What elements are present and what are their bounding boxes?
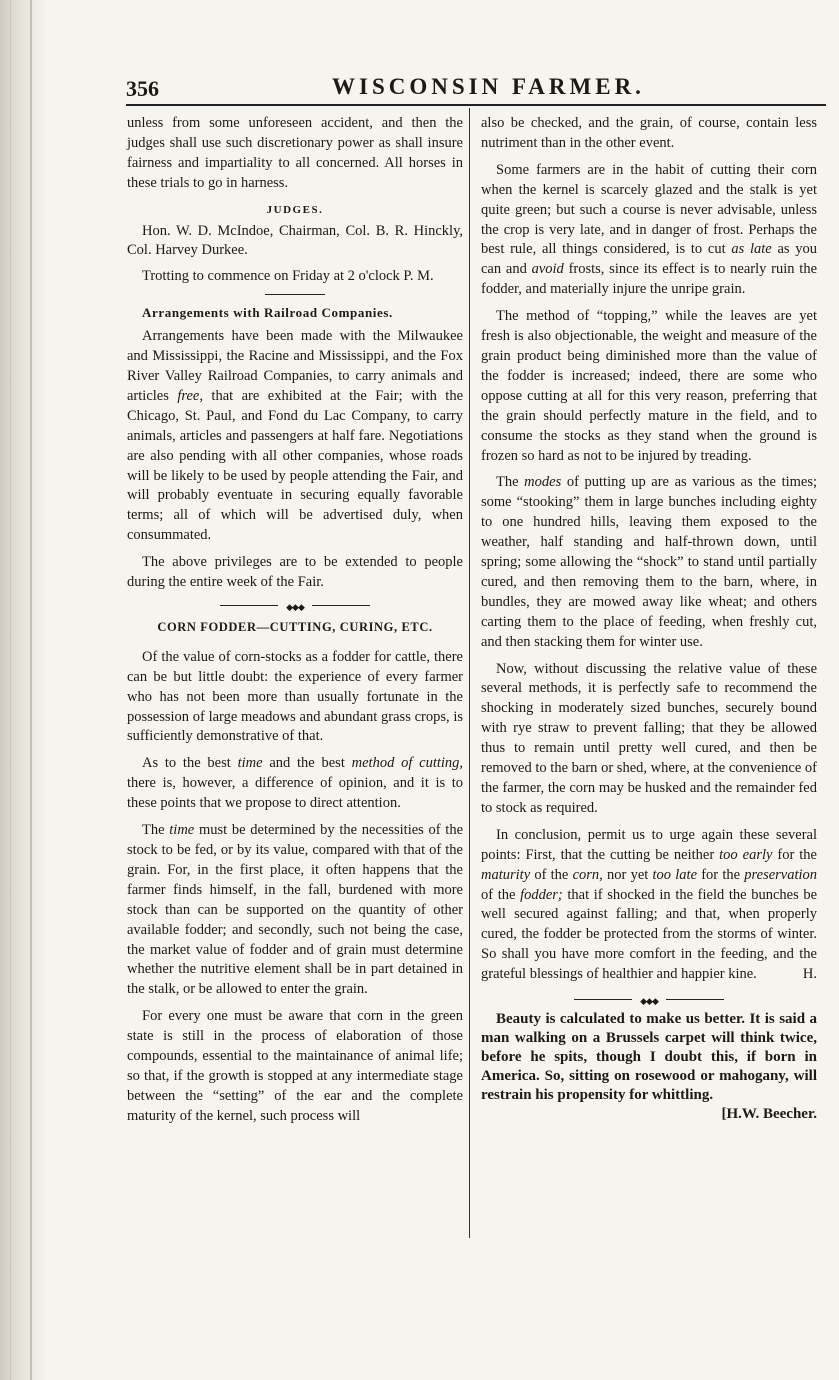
ornamental-divider-2: ◆◆◆ <box>574 994 724 1006</box>
modes-paragraph: The modes of putting up are as various as the times; some “stooking” them in large bunches including eighty to one hundred hills, leaving them exposed to the weather, half standing and half-thrown down, until spring; some allowing the “shock” to stand until partially cured, and then removing them to the barn, where, in bundles, they are mowed away like wheat; and others carting them to the place of feeding, when freshly cut, and then stacking them for winter use. <box>481 474 818 650</box>
judges-heading: JUDGES. <box>266 203 324 216</box>
intro-paragraph: unless from some unforeseen accident, and then the judges shall use such discretionary power as shall insure fairness and impartiality to all concerned. All horses in these trials to go in harness. <box>127 115 463 191</box>
running-head-title: WISCONSIN FARMER. <box>332 74 645 99</box>
railroad-paragraph-1: Arrangements have been made with the Milwaukee and Mississippi, the Racine and Mississippi, and the Fox River Valley Railroad Companies, to carry animals and articles free, that are exhibited at the Fair; with the Chicago, St. Paul, and Fond du Lac Company, to carry animals, articles and passengers at half fare. Negotiations are also pending with all other companies, whose roads will be likely to be used by people attending the Fair, and will probably eventuate in securing equally favorable terms; all of which will be advertised duly, when consummated. <box>127 328 464 544</box>
right-column <box>481 114 817 1124</box>
left-column <box>127 114 463 1134</box>
ornamental-divider: ◆◆◆ <box>220 600 370 612</box>
continued-paragraph: also be checked, and the grain, of course, contain less nutriment than in the other event. <box>481 115 817 151</box>
article-title: CORN FODDER—CUTTING, CURING, ETC. <box>157 619 433 634</box>
shocking-paragraph: Now, without discussing the relative value of these several methods, it is perfectly safe to recommend the shocking in moderately sized bunches, securely bound with rye straw to prevent falling; that they be allowed thus to remain until pretty well cured, and then be removed to the barn or shed, where, at the convenience of the farmer, the corn may be husked and the remainder fed to stock as required. <box>481 660 817 816</box>
cutting-paragraph: Some farmers are in the habit of cutting their corn when the kernel is scarcely glazed and the stalk is yet quite green; but such a course is never advisable, unless the crop is very late, and in danger of frost. Perhaps the best rule, all things considered, is to cut as late as you can and avoid frosts, since its effect is to nearly ruin the fodder, and materially injure the unripe grain. <box>481 161 818 298</box>
column-divider <box>469 108 470 1238</box>
page-binding-edge <box>0 0 46 1380</box>
railroad-paragraph-2: The above privileges are to be extended to people during the entire week of the Fair. <box>127 554 463 591</box>
conclusion-paragraph: In conclusion, permit us to urge again these several points: First, that the cutting be neither too early for the maturity of the corn, nor yet too late for the preservation of the fodder; that if shocked in the field the bunches be well secured against falling; and that, when properly cured, the fodder be protected from the storms of winter. So shall you have more comfort in the feeding, and the grateful blessings of healthier and happier kine. H. <box>481 826 817 985</box>
corn-paragraph-3: The time must be determined by the necessities of the stock to be fed, or by its value, compared with that of the grain. For, in the first place, it often happens that the farmer finds himself, in the fall, burdened with more stock than can be supported on the quantity of other available fodder; and secondly, such not being the case, the market value of fodder and of grain must determine whether the nutritive element shall be in part detained in the stalk, or be allowed to enter the grain. <box>127 822 464 998</box>
page-header <box>126 74 826 104</box>
section-rule <box>265 294 325 295</box>
railroad-section-title: Arrangements with Railroad Companies. <box>142 305 393 321</box>
beecher-quote: Beauty is calculated to make us better. It is said a man walking on a Brussels carpet will think twice, before he spits, though I doubt this, if born in America. So, sitting on rosewood or mahogany, will restrain his propensity for whittling. [H.W. Beecher. <box>481 1011 817 1123</box>
topping-paragraph: The method of “topping,” while the leaves are yet fresh is also objectionable, the weight and measure of the grain product being diminished more than the value of the fodder is increased; indeed, there are some who oppose cutting at all for this very reason, preferring that the grain should perfectly mature in the field, and to consume the stocks as they stand when the ground is frozen so hard as not to be injured by treading. <box>481 308 817 464</box>
header-rule <box>126 104 826 106</box>
corn-paragraph-2: As to the best time and the best method of cutting, there is, however, a difference of opinion, and it is to these points that we propose to direct attention. <box>127 755 464 812</box>
corn-paragraph-1: Of the value of corn-stocks as a fodder for cattle, there can be but little doubt: the experience of every farmer who has not been more than usually fortunate in the possession of large meadows and abundant grass crops, is sufficiently demonstrative of that. <box>127 648 463 745</box>
page-number: 356 <box>126 76 159 101</box>
judges-list: Hon. W. D. McIndoe, Chairman, Col. B. R. Hinckly, Col. Harvey Durkee. <box>127 222 463 259</box>
trotting-notice: Trotting to commence on Friday at 2 o'clock P. M. <box>142 268 434 285</box>
corn-paragraph-4: For every one must be aware that corn in the green state is still in the process of elaboration of those compounds, essential to the maintainance of animal life; so that, if the growth is stopped at any intermediate stage between the “setting” of the ear and the complete maturity of the kernel, such process will <box>127 1008 463 1124</box>
article-signature: H. <box>802 966 817 983</box>
quote-attribution: [H.W. Beecher. <box>721 1106 817 1123</box>
